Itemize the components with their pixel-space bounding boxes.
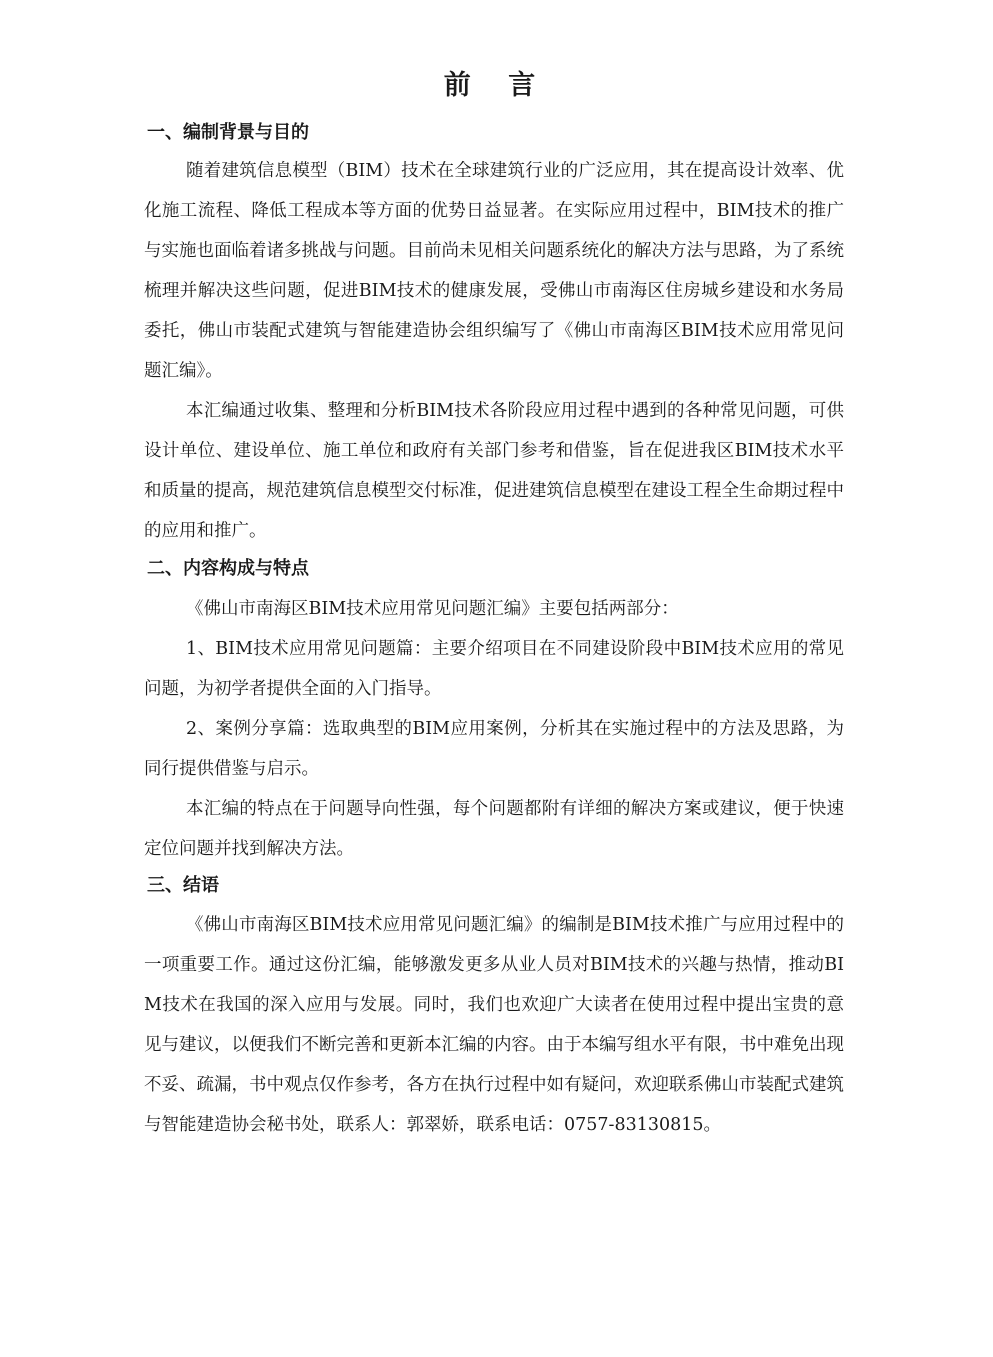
paragraph-conclusion: 《佛山市南海区BIM技术应用常见问题汇编》的编制是BIM技术推广与应用过程中的一项重要工作。通过这份汇编，能够激发更多从业人员对BIM技术的兴趣与热情，推动BIM技术在我国的深入应用与发展。同时，我们也欢迎广大读者在使用过程中提出宝贵的意见与建议，以便我们不断完善和更新本汇编的内容。由于本编写组水平有限，书中难免出现不妥、疏漏，书中观点仅作参考，各方在执行过程中如有疑问，欢迎联系佛山市装配式建筑与智能建造协会秘书处，联系人：郭翠娇，联系电话：0757-83130815。 <box>144 915 844 1135</box>
page-title: 前 言 <box>443 70 550 101</box>
paragraph-content-part-1: 1、BIM技术应用常见问题篇：主要介绍项目在不同建设阶段中BIM技术应用的常见问题，为初学者提供全面的入门指导。 <box>144 639 844 699</box>
section-heading-background: 一、编制背景与目的 <box>147 122 309 143</box>
section-heading-conclusion: 三、结语 <box>147 875 219 896</box>
section-heading-content: 二、内容构成与特点 <box>147 558 309 579</box>
paragraph-background-2: 本汇编通过收集、整理和分析BIM技术各阶段应用过程中遇到的各种常见问题，可供设计单位、建设单位、施工单位和政府有关部门参考和借鉴，旨在促进我区BIM技术水平和质量的提高，规范建筑信息模型交付标准，促进建筑信息模型在建设工程全生命期过程中的应用和推广。 <box>144 401 844 541</box>
paragraph-content-intro: 《佛山市南海区BIM技术应用常见问题汇编》主要包括两部分： <box>186 599 679 619</box>
paragraph-content-features: 本汇编的特点在于问题导向性强，每个问题都附有详细的解决方案或建议，便于快速定位问题并找到解决方法。 <box>144 799 844 859</box>
paragraph-content-part-2: 2、案例分享篇：选取典型的BIM应用案例，分析其在实施过程中的方法及思路，为同行提供借鉴与启示。 <box>144 719 844 779</box>
paragraph-background-1: 随着建筑信息模型（BIM）技术在全球建筑行业的广泛应用，其在提高设计效率、优化施工流程、降低工程成本等方面的优势日益显著。在实际应用过程中，BIM技术的推广与实施也面临着诸多挑战与问题。目前尚未见相关问题系统化的解决方法与思路，为了系统梳理并解决这些问题，促进BIM技术的健康发展，受佛山市南海区住房城乡建设和水务局委托，佛山市装配式建筑与智能建造协会组织编写了《佛山市南海区BIM技术应用常见问题汇编》。 <box>144 161 844 381</box>
